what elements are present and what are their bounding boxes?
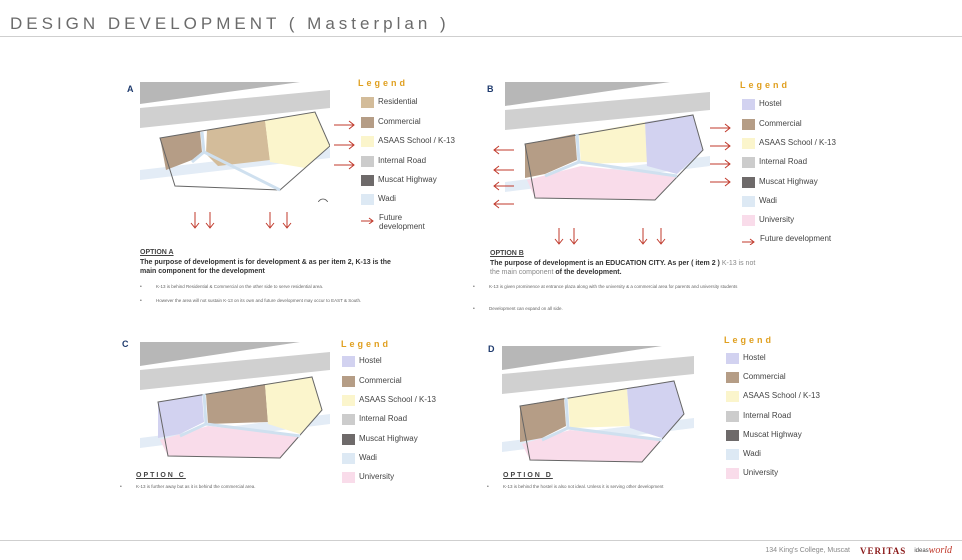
panel-a-arrow-east-2 [330, 135, 360, 155]
legend-hostel: Hostel [342, 356, 382, 367]
panel-c-masterplan [140, 342, 330, 470]
legend-wadi: Wadi [361, 194, 396, 205]
highway-swatch [342, 434, 355, 445]
commercial-swatch [726, 372, 739, 383]
school-zone [265, 112, 330, 168]
panel-b-arrows-east [706, 118, 734, 198]
panel-b-arrows-south [553, 226, 673, 248]
panel-b-masterplan [505, 82, 710, 212]
option-c-heading: OPTION C [136, 472, 186, 479]
legend-highway: Muscat Highway [742, 177, 818, 188]
ideas-world-logo-prefix: ideas [914, 547, 929, 554]
legend-school: ASAAS School / K-13 [726, 391, 820, 402]
commercial-swatch [742, 119, 755, 130]
option-b-description: The purpose of development is an EDUCATION CITY. As per ( item 2 ) K-13 is not the main component of the development. [490, 260, 756, 276]
panel-c-letter: C [122, 339, 129, 349]
legend-internal-road: Internal Road [361, 156, 426, 167]
wadi-swatch [726, 449, 739, 460]
option-c-bullet-1: • K-13 is further away but as it is behind the commercial area. [136, 484, 356, 490]
legend-highway: Muscat Highway [342, 434, 418, 445]
footer-divider [0, 540, 962, 541]
school-zone [579, 122, 647, 164]
option-d-bullet-1: • K-13 is behind the hostel is also not ideal. Unless it is serving other development [503, 484, 723, 490]
wadi-swatch [361, 194, 374, 205]
wadi-swatch [342, 453, 355, 464]
legend-future-development: Future development [742, 234, 831, 245]
legend-wadi: Wadi [342, 453, 377, 464]
internal-road-swatch [342, 414, 355, 425]
residential-swatch [361, 97, 374, 108]
option-a-description: The purpose of development is for development & as per item 2, K-13 is the main component for the development [140, 259, 391, 275]
panel-b-arrows-west [490, 140, 518, 220]
legend-hostel: Hostel [742, 99, 782, 110]
university-swatch [342, 472, 355, 483]
school-swatch [361, 136, 374, 147]
legend-future-development: Future development [361, 213, 431, 231]
panel-d-letter: D [488, 344, 495, 354]
option-a-heading: OPTION A [140, 249, 174, 256]
university-swatch [726, 468, 739, 479]
legend-university: University [726, 468, 778, 479]
legend-school: ASAAS School / K-13 [342, 395, 436, 406]
option-a-bullet-1: • K-13 is behind Residential & Commercial on the other side to serve residential area. [156, 284, 396, 290]
panel-a-arrow-east-1 [330, 115, 360, 135]
future-arrow-icon [742, 234, 756, 245]
panel-d-masterplan [502, 346, 694, 472]
legend-school: ASAAS School / K-13 [361, 136, 455, 147]
internal-road-swatch [742, 157, 755, 168]
highway-swatch [742, 177, 755, 188]
ideas-world-logo: world [928, 545, 952, 556]
university-swatch [742, 215, 755, 226]
legend-internal-road: Internal Road [742, 157, 807, 168]
panel-a-arrow-east-3 [330, 155, 360, 175]
wadi-swatch [742, 196, 755, 207]
legend-wadi: Wadi [742, 196, 777, 207]
panel-a-legend-title: Legend [358, 78, 409, 88]
legend-hostel: Hostel [726, 353, 766, 364]
school-swatch [742, 138, 755, 149]
commercial-swatch [342, 376, 355, 387]
legend-commercial: Commercial [342, 376, 402, 387]
option-d-heading: OPTION D [503, 472, 553, 479]
internal-road-swatch [361, 156, 374, 167]
hostel-swatch [742, 99, 755, 110]
option-b-heading: OPTION B [490, 250, 524, 257]
legend-commercial: Commercial [742, 119, 802, 130]
legend-university: University [742, 215, 794, 226]
legend-wadi: Wadi [726, 449, 761, 460]
title-divider [0, 36, 962, 37]
legend-internal-road: Internal Road [726, 411, 791, 422]
veritas-logo: VERITAS [859, 545, 907, 556]
panel-c-legend-title: Legend [341, 339, 392, 349]
option-a-bullet-2: • However the area will not sustain K-13 on its own and future development may occur to EAST & South. [156, 298, 396, 304]
page-number-text: 134 King's College, Muscat [765, 547, 850, 554]
page-title: DESIGN DEVELOPMENT ( Masterplan ) [10, 14, 450, 33]
hostel-swatch [726, 353, 739, 364]
option-b-bullet-1: • K-13 is given prominence at entrance plaza along with the university & a commercial area for parents and university students [489, 284, 759, 290]
future-arrow-icon [361, 213, 375, 224]
legend-residential: Residential [361, 97, 418, 108]
legend-internal-road: Internal Road [342, 414, 407, 425]
legend-highway: Muscat Highway [361, 175, 437, 186]
highway-swatch [361, 175, 374, 186]
legend-commercial: Commercial [726, 372, 786, 383]
page-footer [765, 545, 952, 556]
school-swatch [726, 391, 739, 402]
legend-commercial: Commercial [361, 117, 421, 128]
panel-b-legend-title: Legend [740, 80, 791, 90]
commercial-swatch [361, 117, 374, 128]
legend-highway: Muscat Highway [726, 430, 802, 441]
legend-university: University [342, 472, 394, 483]
highway-swatch [726, 430, 739, 441]
panel-b-letter: B [487, 84, 494, 94]
hostel-swatch [342, 356, 355, 367]
internal-road-swatch [726, 411, 739, 422]
panel-d-legend-title: Legend [724, 335, 775, 345]
school-zone [568, 388, 630, 428]
north-compass-icon [318, 199, 328, 202]
commercial-zone [206, 384, 268, 424]
option-b-bullet-2: • Development can expand on all side. [489, 306, 759, 312]
school-swatch [342, 395, 355, 406]
legend-school: ASAAS School / K-13 [742, 138, 836, 149]
panel-a-arrows-south [190, 210, 300, 232]
panel-a-masterplan [140, 82, 330, 202]
panel-a-letter: A [127, 84, 134, 94]
